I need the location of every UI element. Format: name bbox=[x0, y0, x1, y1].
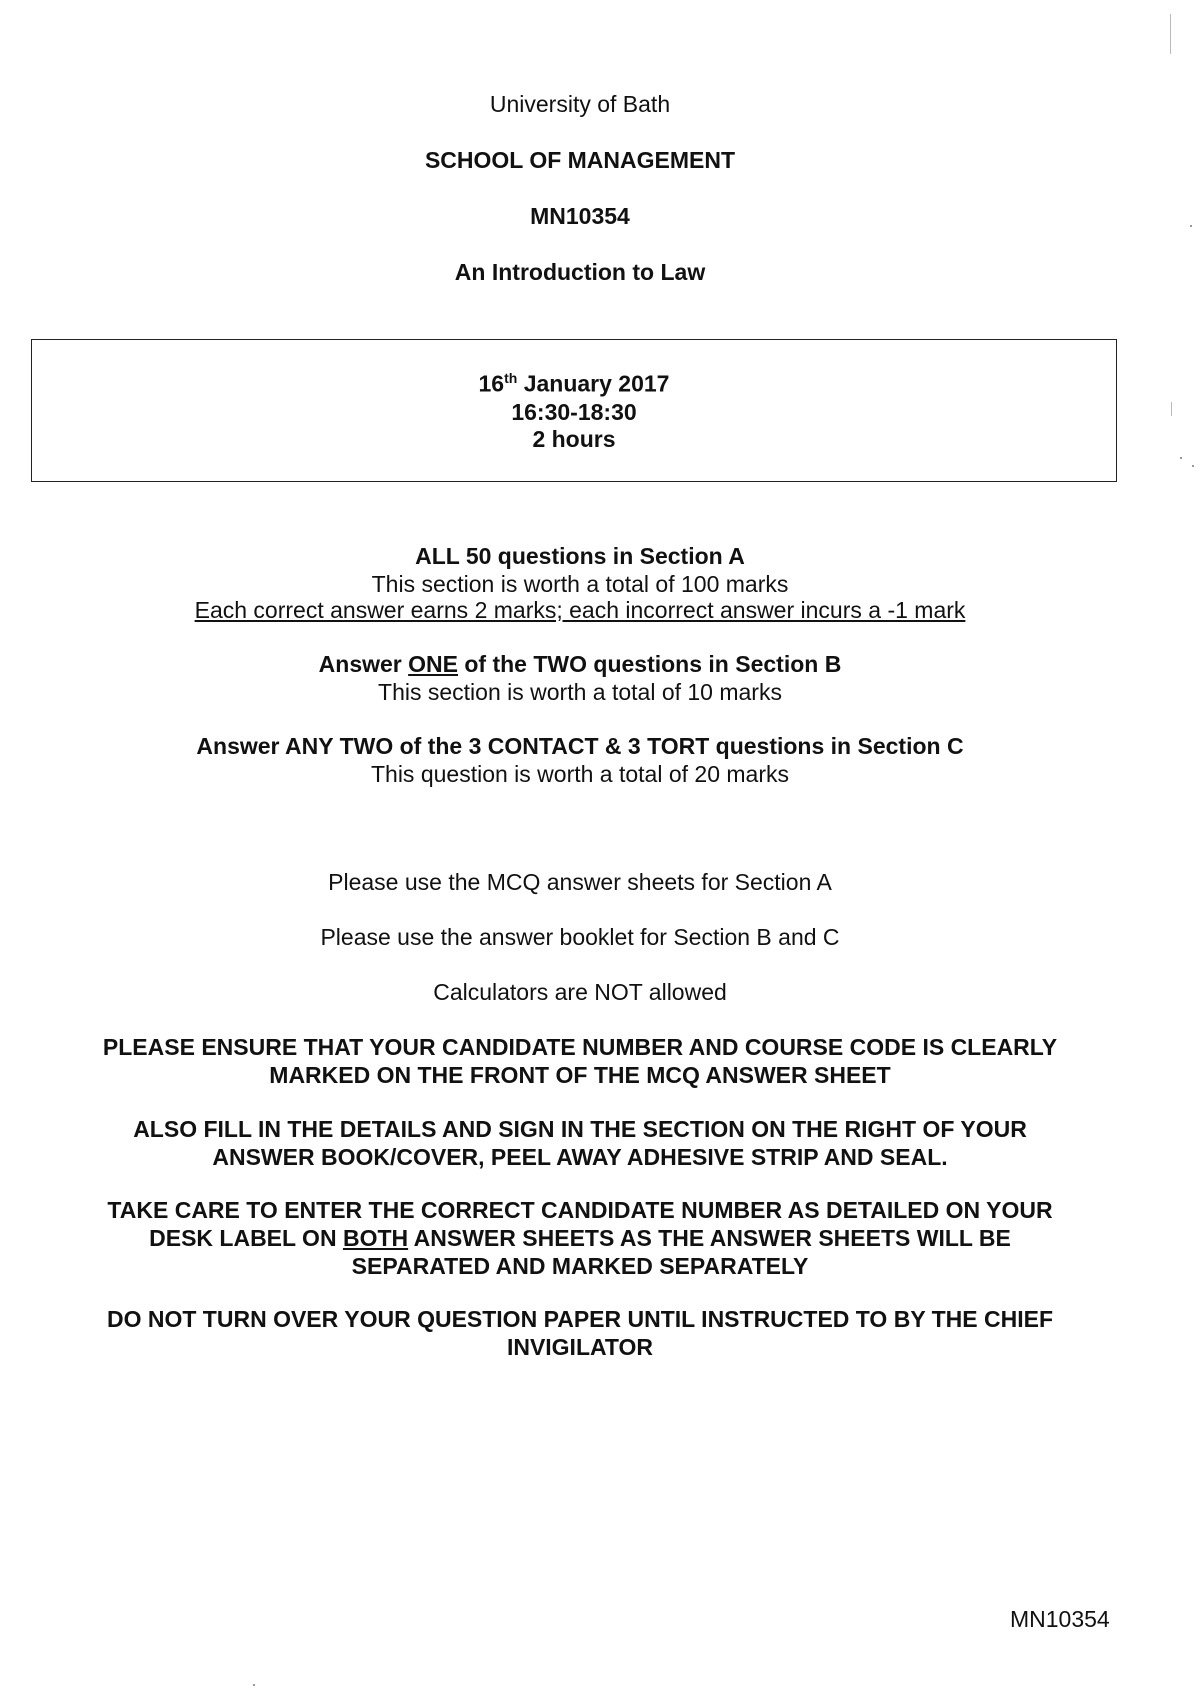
scan-mark bbox=[1190, 225, 1192, 227]
exam-duration: 2 hours bbox=[532, 426, 616, 452]
footer-course-code: MN10354 bbox=[1010, 1606, 1110, 1632]
mcq-note: Please use the MCQ answer sheets for Section A bbox=[328, 869, 832, 895]
booklet-note: Please use the answer booklet for Section B and C bbox=[320, 924, 840, 950]
exam-time: 16:30-18:30 bbox=[511, 399, 637, 425]
section-a-worth: This section is worth a total of 100 marks bbox=[371, 571, 789, 597]
candidate-number-warning: PLEASE ENSURE THAT YOUR CANDIDATE NUMBER AND COURSE CODE IS CLEARLY MARKED ON THE FRONT OF THE MCQ ANSWER SHEET bbox=[102, 1034, 1058, 1088]
candidate-care-warning: TAKE CARE TO ENTER THE CORRECT CANDIDATE NUMBER AS DETAILED ON YOUR DESK LABEL ON BOTH ANSWER SHEETS AS THE ANSWER SHEETS WILL BE SEPARATED AND MARKED SEPARATELY bbox=[107, 1197, 1053, 1279]
section-a-marking: Each correct answer earns 2 marks; each incorrect answer incurs a -1 mark bbox=[194, 597, 966, 623]
scan-mark bbox=[1170, 14, 1171, 54]
do-not-turn-warning: DO NOT TURN OVER YOUR QUESTION PAPER UNTIL INSTRUCTED TO BY THE CHIEF INVIGILATOR bbox=[106, 1306, 1054, 1360]
fill-details-warning: ALSO FILL IN THE DETAILS AND SIGN IN THE SECTION ON THE RIGHT OF YOUR ANSWER BOOK/COVER, PEEL AWAY ADHESIVE STRIP AND SEAL. bbox=[133, 1116, 1027, 1170]
scan-mark bbox=[1192, 465, 1194, 467]
course-title: An Introduction to Law bbox=[454, 259, 706, 285]
school-name: SCHOOL OF MANAGEMENT bbox=[424, 147, 736, 173]
university-name: University of Bath bbox=[489, 91, 671, 117]
exam-details-box bbox=[31, 339, 1117, 482]
scan-mark bbox=[1171, 402, 1172, 416]
calculators-note: Calculators are NOT allowed bbox=[433, 979, 727, 1005]
exam-date: 16th January 2017 bbox=[478, 370, 670, 397]
section-a-instruction: ALL 50 questions in Section A bbox=[415, 543, 745, 569]
scan-mark bbox=[253, 1684, 255, 1686]
section-c-worth: This question is worth a total of 20 marks bbox=[370, 761, 790, 787]
section-b-worth: This section is worth a total of 10 marks bbox=[378, 679, 782, 705]
section-b-instruction: Answer ONE of the TWO questions in Section B bbox=[318, 651, 842, 677]
scan-mark bbox=[1180, 457, 1182, 459]
course-code: MN10354 bbox=[530, 203, 630, 229]
section-c-instruction: Answer ANY TWO of the 3 CONTACT & 3 TORT questions in Section C bbox=[196, 733, 964, 759]
